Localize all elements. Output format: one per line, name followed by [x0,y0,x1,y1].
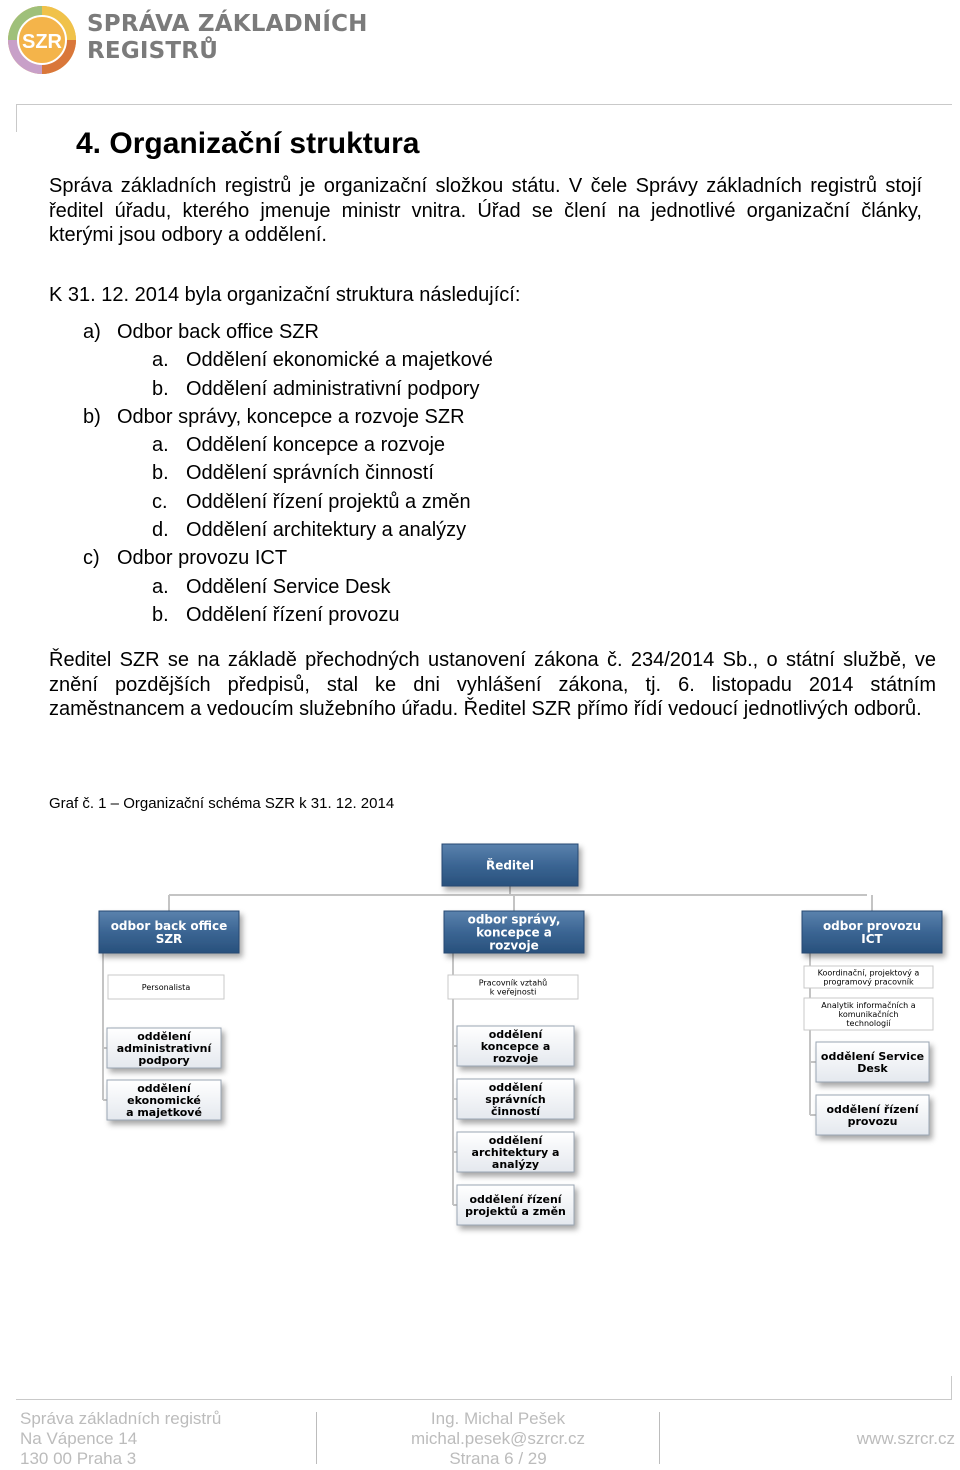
logo-text: SZR [22,31,62,53]
outline-unit-label: Oddělení architektury a analýzy [186,519,467,542]
outline-unit-label: Oddělení řízení provozu [186,603,400,626]
outline-marker: a. [152,575,169,598]
structure-intro: K 31. 12. 2014 byla organizační struktura následující: [49,284,521,306]
org-unit-box-label: oddělení [137,1029,191,1043]
org-staff-box-label: Personalista [141,982,191,992]
org-unit-box-label: oddělení [488,1080,543,1094]
org-staff-box-label: technologií [846,1018,891,1028]
outline-unit [83,346,493,374]
org-unit-box [457,1185,574,1225]
org-unit-box [457,1132,574,1172]
outline-unit-label: Oddělení ekonomické a majetkové [186,349,493,372]
outline-dept [83,318,493,346]
org-dept-box-label: odbor správy, [467,912,561,927]
footer-divider [659,1412,660,1464]
org-director-box-label: Ředitel [485,858,535,873]
outline-marker: d. [152,519,169,542]
footer-city: 130 00 Praha 3 [20,1449,137,1468]
footer-person: Ing. Michal Pešek [430,1409,566,1428]
director-paragraph: Ředitel SZR se na základě přechodných ustanovení zákona č. 234/2014 Sb., o státní službě, ve znění pozdějších předpisů, stal ke dni vyhlášení zákona, tj. 6. listopadu 2014 státním zaměstnancem a vedoucím služebního úřadu. Ředitel SZR přímo řídí vedoucí jednotlivých odborů. [49,649,936,720]
outline-dept-label: Odbor provozu ICT [117,547,288,570]
outline-marker: c) [83,547,100,570]
outline-unit [83,573,493,601]
footer-web-block [760,1409,955,1449]
org-unit-box-label: správních [485,1092,546,1106]
org-unit-box-label: činností [490,1104,541,1118]
outline-marker: a. [152,349,169,372]
org-unit-box [107,1028,221,1068]
footer-email[interactable]: michal.pesek@szrcr.cz [410,1429,586,1448]
org-unit-box-label: oddělení [488,1027,543,1041]
footer-page-number: Strana 6 / 29 [449,1449,547,1468]
org-unit-box-label: podpory [138,1053,190,1067]
outline-marker: b) [83,405,101,428]
footer-divider [316,1412,317,1464]
brand-name [87,11,368,65]
brand-line-1: SPRÁVA ZÁKLADNÍCH [87,11,368,37]
org-unit-box-label: rozvoje [492,1051,539,1065]
outline-marker: a. [152,434,169,457]
outline-dept-label: Odbor back office SZR [117,321,319,343]
org-unit-box-label: analýzy [491,1157,540,1171]
outline-unit [83,431,493,459]
org-unit-box [457,1026,574,1066]
org-dept-box [444,911,584,953]
org-unit-box-label: a majetkové [126,1105,202,1119]
org-unit-box-label: provozu [847,1114,898,1128]
org-unit-box-label: oddělení [137,1081,191,1095]
org-dept-box-label: rozvoje [489,938,539,953]
outline-unit [83,488,493,516]
org-dept-box-label: SZR [155,931,183,946]
outline-unit-label: Oddělení administrativní podpory [186,377,480,400]
outline-unit-label: Oddělení řízení projektů a změn [186,490,471,513]
org-unit-box [816,1095,929,1135]
brand-line-2: REGISTRŮ [87,38,219,64]
section-heading: 4. Organizační struktura [76,127,420,160]
outline-dept-label: Odbor správy, koncepce a rozvoje SZR [117,405,465,428]
outline-unit [83,516,493,544]
org-staff-box-label: k veřejnosti [489,987,537,997]
org-staff-box [108,975,224,999]
outline-marker: b. [152,462,169,485]
org-unit-box-label: oddělení Service [820,1049,925,1063]
outline-unit-label: Oddělení koncepce a rozvoje [186,434,446,457]
org-unit-box [457,1079,574,1119]
org-staff-box-label: Pracovník vztahů [478,978,548,988]
outline-dept [83,544,493,572]
structure-outline [83,318,493,629]
outline-unit [83,601,493,629]
org-staff-box-label: Analytik informačních a [821,1000,916,1010]
org-unit-box-label: projektů a změn [465,1204,566,1218]
org-unit-box-label: oddělení řízení [469,1192,562,1206]
org-staff-box-label: Koordinační, projektový a [817,968,920,978]
org-dept-box [99,911,239,953]
outline-marker: b. [152,377,169,400]
org-unit-box-label: oddělení [488,1133,543,1147]
org-unit-box [816,1042,929,1082]
outline-unit [83,459,493,487]
org-staff-box-label: programový pracovník [823,977,914,987]
org-dept-box [802,911,942,953]
footer-street: Na Vápence 14 [20,1429,138,1448]
org-staff-box-label: komunikačních [838,1009,899,1019]
org-boxes [99,844,942,1225]
footer-frame [16,1376,952,1400]
footer-website[interactable]: www.szrcr.cz [856,1429,955,1448]
org-staff-box [804,966,933,988]
footer-org: Správa základních registrů [20,1409,222,1428]
org-unit-box-label: ekonomické [127,1093,201,1107]
outline-marker: a) [83,321,101,343]
outline-dept [83,403,493,431]
footer-contact [398,1409,598,1469]
outline-marker: b. [152,603,169,626]
org-unit-box [107,1080,221,1120]
outline-unit-label: Oddělení Service Desk [186,575,391,598]
outline-marker: c. [152,490,168,513]
outline-unit-label: Oddělení správních činností [186,462,434,485]
org-staff-box [448,975,578,999]
org-dept-box-label: odbor provozu [822,918,922,933]
org-chart [0,838,960,1238]
outline-unit [83,375,493,403]
org-unit-box-label: oddělení řízení [826,1102,919,1116]
footer-address [20,1409,221,1469]
org-unit-box-label: koncepce a [480,1039,551,1053]
org-unit-box-label: Desk [857,1061,888,1075]
org-dept-box-label: koncepce a [476,925,552,940]
szr-logo [6,4,78,76]
intro-paragraph: Správa základních registrů je organizační složkou státu. V čele Správy základních registrů stojí ředitel úřadu, kterého jmenuje ministr vnitra. Úřad se člení na jednotlivé organizační články, kterými jsou odbory a oddělení. [49,175,922,246]
org-unit-box-label: administrativní [116,1041,212,1055]
org-director-box [442,844,578,886]
chart-caption: Graf č. 1 – Organizační schéma SZR k 31. 12. 2014 [49,795,395,812]
org-staff-box [804,998,933,1030]
org-dept-box-label: odbor back office [110,918,228,933]
org-unit-box-label: architektury a [471,1145,560,1159]
org-dept-box-label: ICT [861,931,883,946]
